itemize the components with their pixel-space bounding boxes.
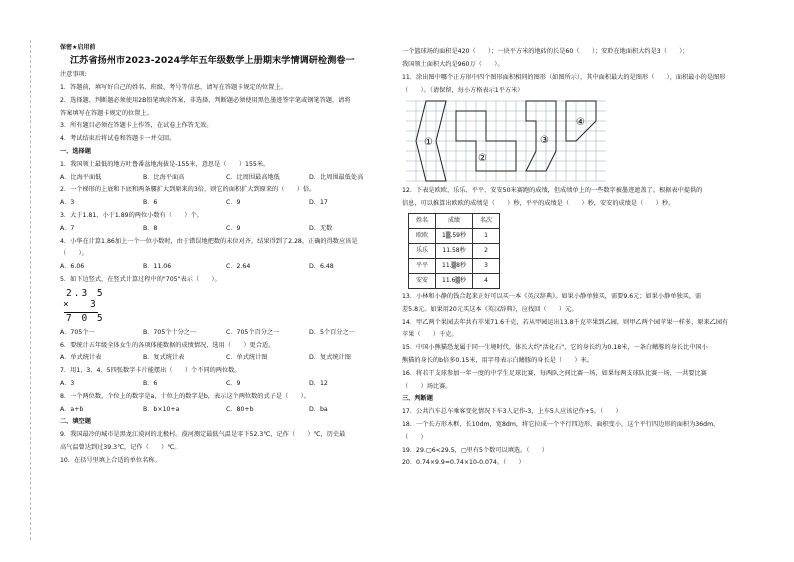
options-2 xyxy=(60,197,392,210)
table-cell: 2 xyxy=(473,243,500,258)
table-row xyxy=(409,243,500,258)
option: C．比周围最高地低 xyxy=(226,173,280,181)
table-cell: 11.▒8秒 xyxy=(436,258,473,273)
option: A．3 xyxy=(60,199,75,207)
shape-label-3: ③ xyxy=(540,135,549,147)
option: B．6 xyxy=(143,199,158,207)
question-13-cont: 差5.8元。如果用20元买这本《英汉辞典》，应找回（ ）元。 xyxy=(402,305,578,313)
right-column xyxy=(402,46,736,470)
question-18: 18．一个长方形木框，长10dm，宽8dm，将它拉成一个平行四边形，面积变小，这个平行四边形的面积为36dm。 xyxy=(402,421,720,429)
question-15: 15．中国小熊猫恐龙属于同一生境时代，体长大约"活化石"，它的身长约为0.18米，一条白鳍豚的身长比中国小 xyxy=(402,344,708,352)
option: C．80+b xyxy=(226,405,254,413)
question-11-cont: （ ）。（请保留，每小方格表示1平方米） xyxy=(402,86,524,94)
option: A．7 xyxy=(60,224,75,232)
question-13: 13．小林和小静的钱合起来正好可以买一本《英汉辞典》。如果小静单独买，需要9.6元；如果小静单独买，需 xyxy=(402,293,702,301)
table-cell: 乐乐 xyxy=(409,243,436,258)
left-column xyxy=(60,42,392,467)
option: C．9 xyxy=(226,199,241,207)
option: C．705个百分之一 xyxy=(226,328,280,336)
note-item: 2．选择题、判断题必须使用2B铅笔填涂答案，非选择、判断题必须使用黑色墨迹签字笔或钢笔答题，请将 xyxy=(60,96,351,104)
table-header: 名次 xyxy=(473,213,500,228)
question-12: 12．下表是欧欧、乐乐、平平、安安50米赛跑的成绩，但成绩单上的一些数字被墨迹遮盖了。根据表中提供的 xyxy=(402,187,703,195)
table-header: 姓名 xyxy=(409,213,436,228)
question-14-cont: 苹果（ ）千克。 xyxy=(402,331,458,339)
question-15-cont: 熊猫的身长的b倍多0.15米，用字母表示白鳍豚的身长是（ ）米。 xyxy=(402,357,593,365)
question-11: 11．涂出图中哪个正方形中四个图形面积相同的图形（如图所示），其中面积最大的是图形（ ），面积最小的是图形 xyxy=(402,73,726,81)
question-4-cont: （ ）。 xyxy=(60,250,88,258)
options-6 xyxy=(60,352,392,365)
note-item: 1．答题前，填写好自己的姓名、班级、考号等信息，请写在答题卡规定的位置上。 xyxy=(60,84,287,92)
shape-label-4: ④ xyxy=(576,117,585,129)
options-1 xyxy=(60,171,392,184)
section-heading: 二、填空题 xyxy=(60,418,91,426)
table-row xyxy=(409,258,500,273)
table-cell: 平平 xyxy=(409,258,436,273)
grid-diagram xyxy=(406,99,606,183)
exam-title: 江苏省扬州市2023-2024学年五年级数学上册期末学情调研检测卷一 xyxy=(70,55,355,67)
confidential-label: 保密★启用前 xyxy=(60,43,96,51)
option: B．比海平面高 xyxy=(143,173,185,181)
vertical-multiplication xyxy=(60,287,392,327)
question-18-cont: （ ） xyxy=(402,433,427,441)
option: B．b×10+a xyxy=(143,405,180,413)
table-cell: 1 xyxy=(473,228,500,243)
option: A．a+b xyxy=(60,405,84,413)
table-row xyxy=(409,228,500,243)
option: D．比周围最低处高 xyxy=(309,173,364,181)
question-4: 4．小华在计算1.86加上一个一位小数时，由于错误地把数的末位对齐，结果得到了2.28。正确的得数应该是 xyxy=(60,237,358,245)
table-cell: 11.6▒秒 xyxy=(436,273,473,288)
option: D．5个百分之一 xyxy=(309,328,355,336)
section-heading: 一、选择题 xyxy=(60,148,91,156)
option: D．6.48 xyxy=(309,263,334,271)
options-8 xyxy=(60,403,392,416)
option: C．9 xyxy=(226,224,241,232)
question-16: 16．将若干支球参加一年一度的中学生足球比赛，每两队之间比赛一场，如果每两支球队比赛一场，一共要比赛 xyxy=(402,369,707,377)
option: C．9 xyxy=(226,380,241,388)
option: D．无数 xyxy=(309,224,333,232)
option: D．17 xyxy=(309,199,328,207)
shape-grid-figure xyxy=(406,99,606,183)
question-8: 8．一个两位数，个位上的数字是a，十位上的数字是b，表示这个两位数的式子是（ ）。 xyxy=(60,392,310,400)
option: C．2.64 xyxy=(226,263,251,271)
option: A．705个一 xyxy=(60,328,95,336)
table-cell: 3 xyxy=(473,258,500,273)
option: A．6.06 xyxy=(60,263,85,271)
question-5: 5．如下边竖式，在竖式计算过程中的"705"表示（ ）。 xyxy=(60,276,221,284)
question-17: 17．公共汽车总车乘客变化情况下车3人记作-3，上车5人应该记作+5。（ ） xyxy=(402,408,622,416)
question-14: 14．甲乙两个果园去年共有苹果71.6千克，若从甲园运出13.8千克苹果到乙园，则甲乙两个园苹果一样多，原来乙园有 xyxy=(402,318,729,326)
option: C．单式统计图 xyxy=(226,354,268,362)
section-heading: 三、判断题 xyxy=(402,395,433,403)
multiplicand: 2.3 5 xyxy=(66,287,105,299)
multiplier: × 3 xyxy=(63,298,98,310)
note-item: 3．所有题目必须在答题卡上作答，在试卷上作答无效。 xyxy=(60,122,213,130)
table-header: 成绩 xyxy=(436,213,473,228)
options-5 xyxy=(60,327,392,340)
options-3 xyxy=(60,223,392,236)
table-cell: 欧欧 xyxy=(409,228,436,243)
shape-label-1: ① xyxy=(424,137,433,149)
table-cell: 1▒.59秒 xyxy=(436,228,473,243)
option: A．单式统计表 xyxy=(60,354,102,362)
question-10-row2: 我国领土面积大约是960万（ ）。 xyxy=(402,61,504,69)
question-6: 6．要统计五年级全体女生的各项体能数据的成绩情况，选用（ ）更合适。 xyxy=(60,341,275,349)
table-header-row xyxy=(409,213,500,228)
option: A．3 xyxy=(60,380,75,388)
option: B．11.06 xyxy=(143,263,172,271)
notes-heading: 注意事项: xyxy=(60,71,87,79)
question-2: 2．一个梯形的上底和下底和两条腰扩大到原来的3倍，则它的面积扩大到原来的（ ）倍。 xyxy=(60,186,316,194)
option: B．复式统计表 xyxy=(143,354,185,362)
question-12-cont: 信息，可以推算出欧欧的成绩是（ ）秒，平平的成绩是（ ）秒，安安的成绩是（ ）秒。 xyxy=(402,200,675,208)
note-item: 答案填写在答题卡规定的位置上。 xyxy=(60,109,153,117)
question-9: 9．我国最冷的城市是黑龙江漠河的北极村。漠河测定最低气温是零下52.3℃，记作（ ）℃，历史最 xyxy=(60,431,346,439)
shape-label-2: ② xyxy=(478,153,487,165)
option: D．ba xyxy=(309,405,328,413)
option: A．比海平面低 xyxy=(60,173,102,181)
table-cell: 4 xyxy=(473,273,500,288)
product: 7 0 5 xyxy=(66,312,105,324)
question-3: 3．大于1.81、小于1.89的两位小数有（ ）个。 xyxy=(60,212,203,220)
option: B．8 xyxy=(143,224,158,232)
table-row xyxy=(409,273,500,288)
question-9-cont: 高气温曾达到过39.3℃，记作（ ）℃。 xyxy=(60,444,181,452)
options-7 xyxy=(60,378,392,391)
question-1: 1．我国领土最低的地方吐鲁番盆地海拔是-155米，意思是（ ）155米。 xyxy=(60,160,270,168)
question-10-row1: 一个篮球场的面积是420（ ）；一块平方米的地砖的长是60（ ）；安聆在地面积大约是3（ ）； xyxy=(402,48,689,56)
option: B．705个十分之一 xyxy=(143,328,197,336)
option: D．复式统计图 xyxy=(309,354,351,362)
note-item: 4．考试结束后将试卷和答题卡一并交回。 xyxy=(60,135,176,143)
binding-line xyxy=(18,40,31,540)
question-19: 19．29.▢6<29.5，▢里有5个数可以填选。（ ） xyxy=(402,446,548,454)
question-16-cont: （ ）场比赛。 xyxy=(402,382,452,390)
table-cell: 安安 xyxy=(409,273,436,288)
option: D．12 xyxy=(309,380,328,388)
question-20: 20．0.74×9.9=0.74×10-0.074。（ ） xyxy=(402,459,525,467)
option: B．6 xyxy=(143,380,158,388)
question-7: 7．用1、3、4、5四张数字卡片能摆出（ ）个不同的两位数。 xyxy=(60,367,241,375)
options-4 xyxy=(60,261,392,274)
question-10: 10．在括号里填上合适的单位名称。 xyxy=(60,456,161,464)
table-cell: 11.58秒 xyxy=(436,243,473,258)
results-table xyxy=(408,213,500,289)
